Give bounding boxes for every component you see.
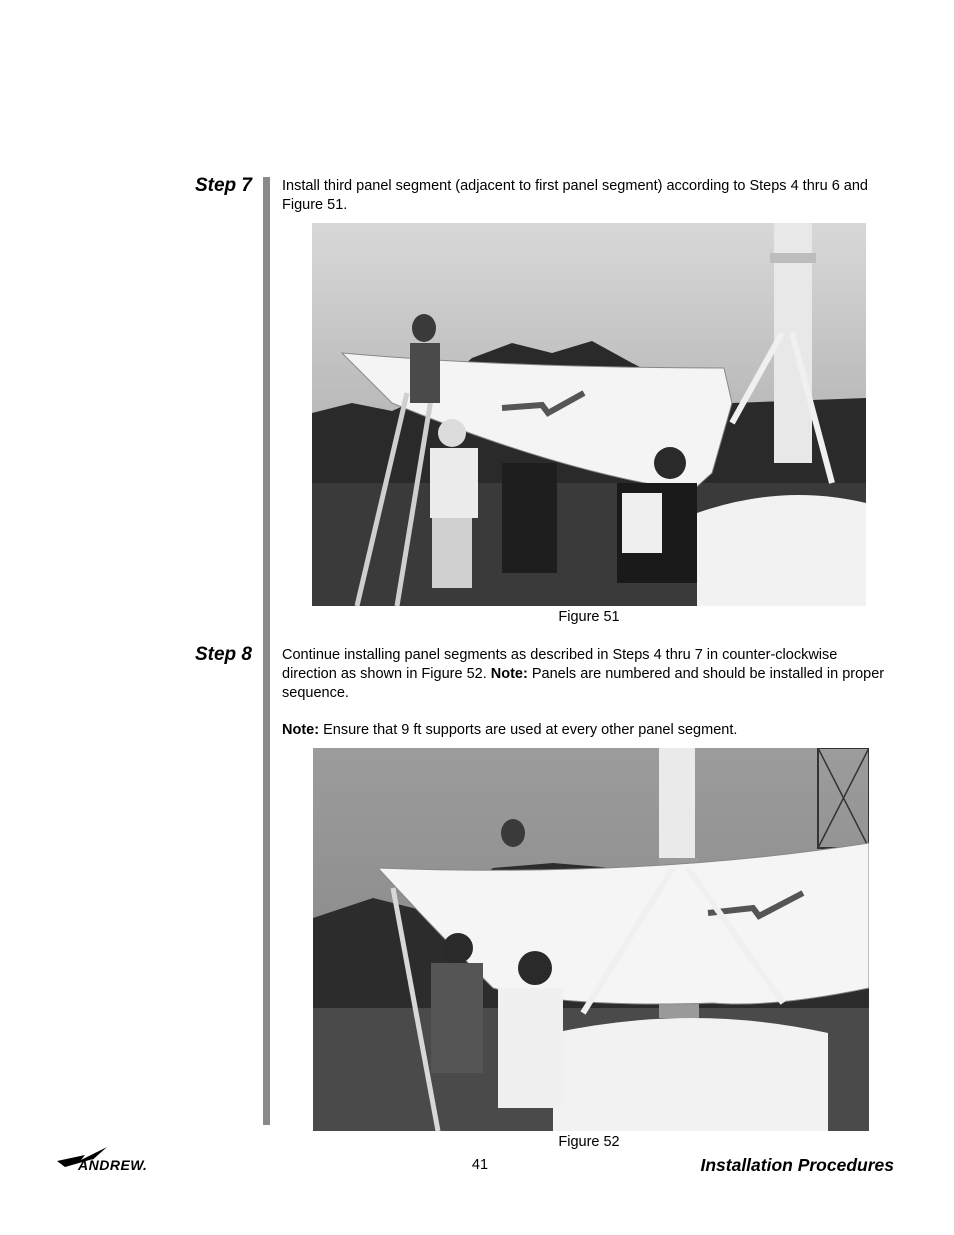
step-8-note-label: Note:: [490, 666, 528, 682]
step-7-text: Install third panel segment (adjacent to first panel segment) according to Steps 4 thru 6 and Figure 51.: [282, 178, 868, 213]
figure-51-caption: Figure 51: [558, 609, 620, 625]
section-title: Installation Procedures: [700, 1155, 894, 1175]
step-8-note-text: Panels are numbered and should be installed in proper sequence.: [282, 666, 885, 701]
step-8-note-2-text: Ensure that 9 ft supports are used at every other panel segment.: [319, 722, 738, 738]
andrew-logo-text: ANDREW.: [78, 1157, 148, 1173]
figure-51-photo: [312, 223, 866, 606]
step-8-label: Step 8: [194, 644, 252, 665]
step-8-note-2: [282, 721, 892, 740]
step-8-note-2-label: Note:: [282, 722, 320, 738]
figure-52-caption: Figure 52: [558, 1134, 620, 1150]
page-number: 41: [471, 1157, 489, 1173]
figure-52-photo: [313, 748, 869, 1131]
step-8-text: [282, 646, 892, 703]
step-8-text-main: Continue installing panel segments as described in Steps 4 thru 7 in counter-clockwise direction as shown in Figure 52.: [282, 647, 838, 682]
left-margin-rule: [263, 177, 270, 1125]
step-7-label: Step 7: [194, 175, 252, 196]
